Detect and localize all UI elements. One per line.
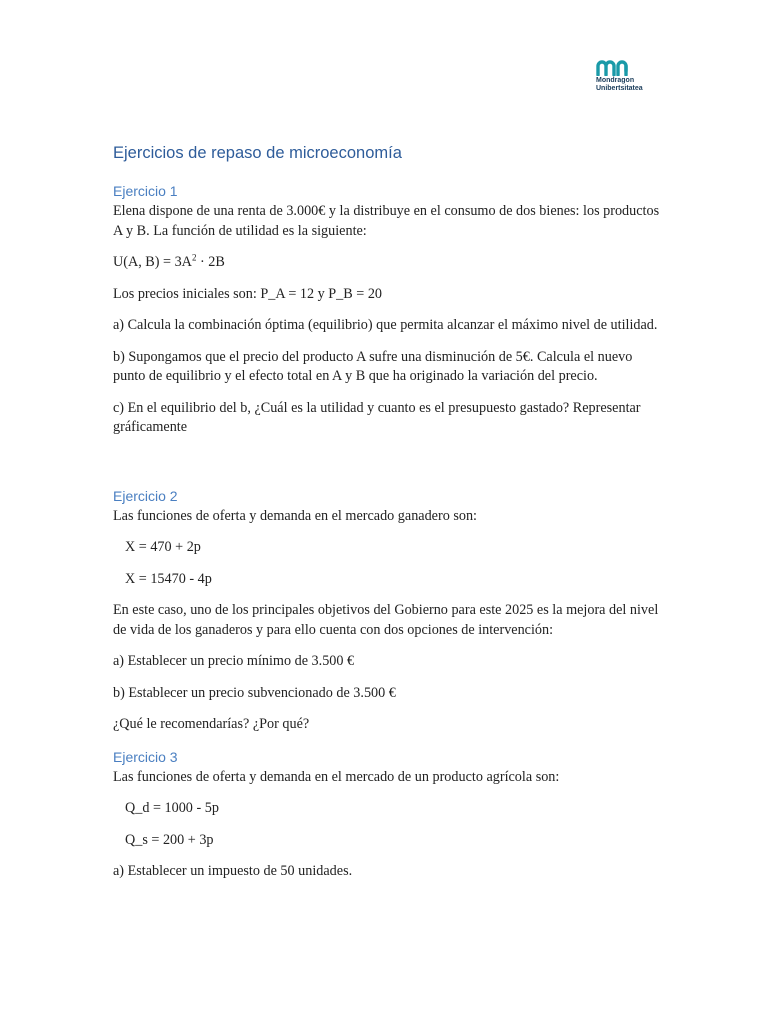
formula-tail: · 2B [196, 254, 225, 270]
exercise-2-intro: Las funciones de oferta y demanda en el mercado ganadero son: [113, 507, 477, 524]
section-spacer [113, 450, 663, 486]
exercise-1-question-b: b) Supongamos que el precio del producto A sufre una disminución de 5€. Calcula el nuevo punto de equilibrio y el efecto total en A y B que ha originado la variación del precio. [113, 348, 633, 384]
exercise-2 [113, 486, 663, 735]
exercise-3-demand-equation: Q_d = 1000 - 5p [125, 800, 219, 816]
exercise-1-question-a: a) Calcula la combinación óptima (equilibrio) que permita alcanzar el máximo nivel de utilidad. [113, 317, 658, 333]
mondragon-logo-icon [596, 60, 632, 76]
exercise-2-option-a: a) Establecer un precio mínimo de 3.500 € [113, 653, 355, 669]
exercise-2-demand-equation: X = 15470 - 4p [125, 570, 212, 587]
logo-line-2: Unibertsitatea [596, 85, 643, 92]
document-content [113, 140, 663, 894]
exercise-1-prices: Los precios iniciales son: P_A = 12 y P_B = 20 [113, 285, 383, 302]
exercise-3-intro: Las funciones de oferta y demanda en el mercado de un producto agrícola son: [113, 768, 560, 785]
exercise-3 [113, 747, 663, 882]
exercise-2-context: En este caso, uno de los principales objetivos del Gobierno para este 2025 es la mejora del nivel de vida de los ganaderos y para ello cuenta con dos opciones de intervención: [113, 602, 659, 638]
logo-line-1: Mondragon [596, 77, 635, 84]
document-title: Ejercicios de repaso de microeconomía [113, 144, 402, 162]
exercise-1-heading: Ejercicio 1 [113, 183, 178, 199]
exercise-3-question-a: a) Establecer un impuesto de 50 unidades. [113, 863, 353, 879]
exercise-1-utility-formula [113, 253, 663, 273]
exercise-2-supply-equation: X = 470 + 2p [125, 539, 201, 555]
mondragon-logo [596, 60, 666, 100]
formula-base: U(A, B) = 3A [113, 254, 192, 270]
exercise-1-intro: Elena dispone de una renta de 3.000€ y la distribuye en el consumo de dos bienes: los productos A y B. La función de utilidad es la siguiente: [113, 203, 660, 239]
exercise-3-heading: Ejercicio 3 [113, 748, 178, 765]
exercise-1-question-c: c) En el equilibrio del b, ¿Cuál es la utilidad y cuanto es el presupuesto gastado? Representar gráficamente [113, 399, 641, 435]
exercise-1 [113, 181, 663, 438]
exercise-2-heading: Ejercicio 2 [113, 487, 178, 504]
exercise-2-option-b: b) Establecer un precio subvencionado de 3.500 € [113, 684, 396, 701]
formula-exponent: 2 [191, 252, 197, 263]
exercise-3-supply-equation: Q_s = 200 + 3p [125, 831, 214, 848]
exercise-2-question: ¿Qué le recomendarías? ¿Por qué? [113, 716, 310, 732]
